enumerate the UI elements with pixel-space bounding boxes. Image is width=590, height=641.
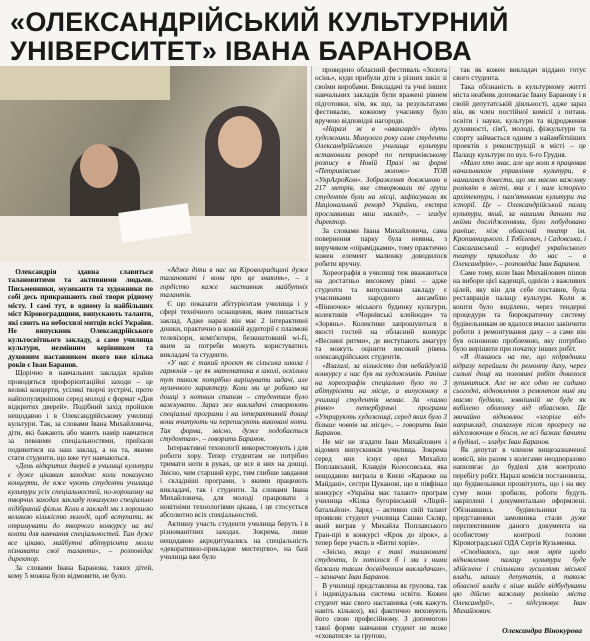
photo-background-banner: [0, 66, 170, 100]
column-divider: [449, 66, 450, 632]
article-paragraph: Олександрія здавна славиться талановитими та активними людьми. Письменники, музиканти та художники по собі десь прикрашають свої твори рідному місту. І самі тут, в одному із найбільших міст Кіровоградщини, випускають таланти, які сяють на небосхилі митців всієї України. Не випускник Олександрійського культосвітнього закладу, а саме училища культури, незмінним керівником та духовним наставником якого вже кілька років є Іван Баранов.: [8, 268, 153, 369]
article-paragraph: Саме тому, коли Іван Михайлович пішов на вибори цієї каденції, однією з важливих цілей, яку він для себе поставив, була реставрація палацу культури. Коли ж кошти було виділено, через тендерні процедури та бюрократичну систему будівельникам не вдалося вчасно закінчити роботи з ремонтування даху – а саме він був основною проблемою, яку потрібно було вирішити при початку інших робіт.: [453, 268, 586, 353]
headline-line-1: «ОЛЕКСАНДРІЙСЬКИЙ КУЛЬТУРНИЙ: [10, 7, 509, 37]
article-paragraph: Активну участь студенти училища беруть і в різноманітних заходах. Зокрема, лише нещодавно акредитувались на спеціальність «декоративно-прикладне мистецтво», на базі училища вже було: [160, 519, 308, 562]
article-paragraph: Інтерактивні технології використовують і для роботи хору. Тепер студентам не потрібно тримати ноти в руках, це все в них на дошці. Звісно, чим старший курс, тим глибше завдання і складніші програми, з якими працюють викладачі, так і студенти. За словами Івана Михайловича, для молоді працювати з новітніми технологіями цікава, і це стосується абсолютно всіх спеціальностей.: [160, 443, 308, 520]
author-signature: Олександра Вінокурова: [502, 626, 582, 635]
headline-line-2: УНІВЕРСИТЕТ» ІВАНА БАРАНОВА: [10, 36, 472, 66]
article-paragraph: За словами Івана Михайловича, сама повернення парку була неявна, з виручиком «пірамідками», тому практично кожен елемент малюнку доводилося робити вручну.: [315, 226, 447, 269]
article-paragraph: «Я дізнаюсь на те, що підрядники відразу перейшли до ремонту даху, через сильні дощі на половині робіт довелося зупинитися. Але не все одно не сидимо сьогодні, відновлення з ремонтом нині ми маємо будівлю, зовнішній не буде як вибілено оболонку від обласною. Це звичайно відновлює «згоріле від» наприклад, спалахнув після прогресу на відселюючим в біосм, не всі бажає бачити в будівлі, – згадує Іван Баранов.: [453, 353, 586, 446]
article-paragraph: Є що показати абітурієнтам училища і у сфері технічного оснащення, яким пишається заклад. Адже наразі він має 2 інтерактивні дошки, практично в кожній аудиторії є плазмові телевізори, комп'ютери, безкоштовний wi-fi, яким за потреби можуть користуватись викладачі та студенти.: [160, 299, 308, 359]
photo-face-right: [218, 116, 262, 168]
article-paragraph: «У нас є такий проєкт як сільська школа і гармонія – це як математика в школі, оскільки тут також потрібно вирішувати задачі, але музичного характеру. Коли ми це робимо на дошці з нотним станом – студентам було важкувато. Зараз же викладачі створюють спеціальні програми і на інтерактивній дошці вони вчитують чи переписують виконані ноти. Так форма, звісно, дуже подобається студентам», – говорить Баранов.: [160, 358, 308, 444]
article-paragraph: проведено обласний фестиваль «Золота осінь», куди прибули діти з різних шкіл зі своїми виробами. Викладачі та учні інших навчальних закладів були вражені рівнем підготовки, кім, як що, за результатами фестивалю, кожному учаснику було вручено відповідні нагороди.: [315, 66, 447, 125]
article-paragraph: «Сподіваюсь, що моя мрія щодо відновлення палацу культури буде здійснене і спільними зусиллями міської влади, наших депутатів, а також обласної влади є ніше вийде відбудувати цю дійсно важливу реліквію міста Олександрії», – підсумовує Іван Михайлович.: [453, 547, 586, 615]
article-column-4: [453, 66, 586, 624]
article-paragraph: «Мало хто знає, але ще коли я працював начальником управління культури, я намагався довести, що ми маємо важливу реліквію в місті, яка є і нам історією архітектури, і пам'ятником культури та історії. Це – Олександрійський палац культури, який, за нашими даними та моїми дослідженнями, було побудовано раніше, ніж обласний театр ім. Кропивницького. І Тобілевич, і Садовська, і Саксаганський – корифеї українського театру приходили до нас – в Олександрію», – розповідає Іван Баранов.: [453, 158, 586, 269]
article-paragraph: «Адже діти в нас на Кіровоградщині дуже талановиті і вони про це знають», – з гордістю каже наставник майбутніх талантів.: [160, 266, 308, 300]
article-paragraph: В училищі представлена як групова, так і індивідуальна система освіти. Кожен студент має свого наставника («як кажуть навіть кількох), які фактично виховують його свою професійному. З допомогою такої форми навчання студент не може «сховатися» за групою,: [315, 581, 447, 641]
article-column-3: [315, 66, 447, 641]
article-paragraph: «Звісно, якщо є такі талановиті студенти, їх хотілося б і ми з ними бажали таким досвідченим викладачам», – зазначає Іван Баранов.: [315, 547, 447, 582]
article-paragraph: Така обізнаність в культурному житті міста неабияк допомагає Івану Баранову і в своїй депутатській діяльності, адже зараз він, як член постійної комісії з питань освіти і науки, культури та відродження духовності, сім'ї, молоді, фізкультури та спорту займається одним з найамбітніших проектів з реконструкції в місті – це Палацу культури по вул. 6-го Грудня.: [453, 82, 587, 159]
article-paragraph: Не міг не згадати Іван Михайлович і відомих випускників училища. Зокрема серед них існує орел Михайло Поплавський, Клавдія Колосовська, яка нещодавно виграла в Києві «Караоке на Майдані», сестри Цуканові, що в півфінал конкурсу «Україна має талант» програм училища «Кілка бугорінський «Ліцей-батальйон». Заряд – активно свій талант проявляє студент училища Сашко Скляр, який виграв у Михайла Поплавського Гран-прі в конкурсі «Крок до зірок», а тепер бере участь в «Битві хорів».: [315, 437, 447, 548]
article-paragraph: Щорічно в навчальних закладах країни проводяться профорієнтаційні заходи – це великі концерти, усілякі творчі зустрічі, проте найпопулярнішою серед молоді є формат «Дня відкритих дверей». Подібний захід пройшов нещодавно і в Олександрійському училищі культури. Так, за словами Івана Михайловича, діти, які бажають або мають намір навчатися за певними спеціальностями, приїхали подивитися на наш заклад, а на та, якими стати студенти, що вже тут навчаються.: [8, 369, 153, 462]
article-paragraph: За словами Івана Баранова, таких дітей, кому 5 можна було відмовити, не було.: [8, 563, 153, 581]
article-column-1: [8, 268, 153, 628]
article-photo: [0, 66, 307, 262]
article-column-2: [160, 266, 308, 632]
photo-face-left: [80, 144, 118, 188]
article-paragraph: Хореографія в училищі теж вважаються на достатньо високому рівні – адже студенти та випускники закладу є учасниками народного ансамблю «Вінночок» міського будинку культури, колективів «Чорнівські клейноди» та «Зорянь». Колективи запрошуються в якості гостей на обласний конкурс «Весняні ритми», де виступають амагуру та можуть оцінити високий рівень олександрійських студентів.: [315, 268, 447, 362]
article-paragraph: так як кожен викладач віддано готує свого студента.: [453, 66, 586, 83]
article-paragraph: Як депутат в членом вищезазначеної комісії, він разом з колегами неодноразово наполягає до будівлі для контролю перебігу робіт. Наразі комісія постановила, що будівельники прозвітують, що і на яку суму вони зробили, роботи будуть закріплені і документально оформлені. Обізнавшись будівельники та представники замовника стали дуже перспективним даного документа на особистому контролі голови Кіровоградської ОДА Сергія Кузьменка.: [453, 446, 586, 548]
article-paragraph: «День відкритих дверей в училищі культури є дуже цікавим заходом: коли показуємо концерти, де вже чують студенти училища культури усіх спеціальностей, по-хорошому на творчих заходах закладу показуємо спеціально підібраний фільм. Коли в закладі ми з хорошою великою кількістю молоді, щоб вступати, як отримувати до творчого конкурсу на які колти для навчання спеціальностей. Там дуже все цікаво, майбутні абітурієнти могли пізнавати свої таланти», – розповідає директор.: [8, 462, 153, 564]
column-divider: [311, 66, 312, 632]
article-paragraph: «Взагалі, за кількістю для небайдужій конкурсу є нас був на художників. Раніше на хореографів спеціально було по 3 абітурієнти на місце, а випускнику в училищі студентів немає. За «палко рівно» петербурзькі програми «Утрирують художниці, серед яких було 3 більше човнів на місце», – говорить Іван Баранов.: [315, 361, 447, 438]
article-headline: [0, 0, 590, 66]
article-paragraph: «Наразі ж в «авангарді» ідуть художники. Минулого року саме студенти Олександрійського училища культури встановили рекорд по петриківському розпису в Новій Празі на формі «Петриківське молоко» ТОВ «УкрАгроКом». Зображення довжиною в 217 метрів, яке створювали ті групи студентів були на місці, зафіксували як Національний рекорд України, екстра прославивши наш заклад», – згадує директор.: [315, 125, 447, 227]
